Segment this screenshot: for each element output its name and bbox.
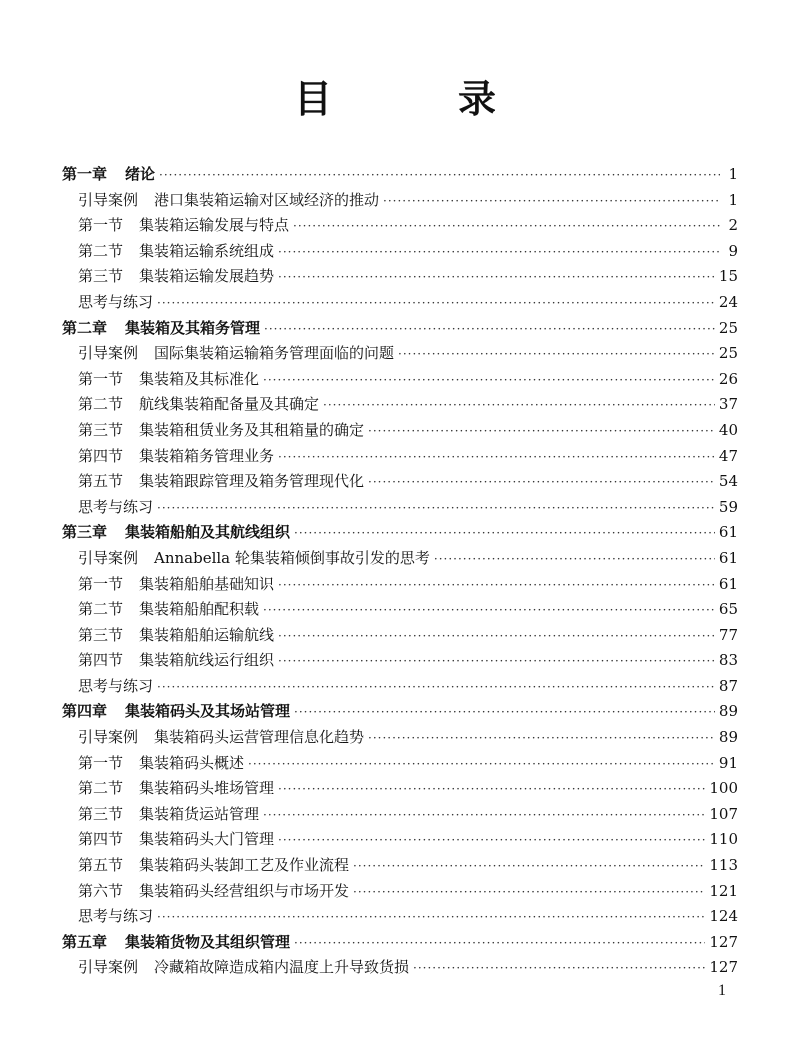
toc-entry-row[interactable] — [62, 597, 738, 623]
toc-page-number: 127 — [709, 932, 738, 951]
dot-leader — [368, 470, 715, 496]
toc-entry-row[interactable] — [62, 495, 738, 521]
toc-page-number: 25 — [718, 318, 738, 337]
toc-page-number: 110 — [709, 830, 738, 849]
toc-entry-title: 集装箱航线运行组织 — [139, 651, 275, 670]
toc-entry-row[interactable] — [62, 572, 738, 598]
toc-page-number: 26 — [718, 369, 738, 388]
toc-page-number: 121 — [709, 881, 738, 900]
toc-page-number: 61 — [718, 523, 738, 542]
toc-entry-row[interactable] — [62, 418, 738, 444]
toc-entry-label — [78, 239, 274, 265]
toc-entry-row[interactable] — [62, 725, 738, 751]
toc-entry-number: 第四节 — [78, 651, 124, 670]
toc-entry-label — [78, 213, 289, 239]
dot-leader — [157, 496, 715, 522]
toc-entry-label — [78, 188, 379, 214]
toc-page-number: 87 — [718, 676, 738, 695]
toc-entry-title: 集装箱船舶基础知识 — [139, 574, 275, 593]
toc-entry-row[interactable] — [62, 469, 738, 495]
toc-entry-number: 第四节 — [78, 446, 124, 465]
toc-page-number: 113 — [709, 856, 738, 875]
toc-page-number: 77 — [718, 625, 738, 644]
toc-page-number: 54 — [718, 472, 738, 491]
toc-entry-number: 第一章 — [62, 165, 108, 183]
toc-entry-title: 集装箱跟踪管理及箱务管理现代化 — [139, 472, 365, 491]
toc-entry-number: 第三节 — [78, 804, 124, 823]
dot-leader — [278, 777, 705, 803]
toc-entry-number: 第二章 — [62, 318, 108, 337]
dot-leader — [157, 675, 715, 701]
toc-entry-label — [78, 572, 274, 598]
toc-entry-number: 第二节 — [78, 241, 124, 260]
toc-entry-row[interactable] — [62, 776, 738, 802]
toc-entry-label — [78, 495, 153, 521]
dot-leader — [263, 803, 705, 829]
dot-leader — [278, 649, 715, 675]
toc-entry-title: 集装箱货运站管理 — [139, 804, 260, 823]
toc-entry-number: 引导案例 — [78, 958, 139, 977]
toc-entry-number: 第一节 — [78, 369, 124, 388]
toc-entry-label — [78, 853, 349, 879]
toc-entry-title: 集装箱码头堆场管理 — [139, 779, 275, 798]
toc-entry-label — [78, 751, 244, 777]
dot-leader — [278, 828, 705, 854]
toc-entry-title: 集装箱船舶配积载 — [139, 600, 260, 619]
dot-leader — [294, 521, 715, 547]
toc-entry-number: 思考与练习 — [78, 676, 154, 695]
toc-entry-title: 集装箱船舶及其航线组织 — [125, 523, 291, 542]
toc-entry-row[interactable] — [62, 341, 738, 367]
toc-page-number: 127 — [709, 958, 738, 977]
dot-leader — [293, 214, 720, 240]
toc-entry-title: 港口集装箱运输对区域经济的推动 — [154, 190, 380, 209]
dot-leader — [323, 393, 715, 419]
toc-entry-title: 集装箱码头大门管理 — [139, 830, 275, 849]
dot-leader — [383, 189, 720, 215]
dot-leader — [248, 752, 715, 778]
toc-entry-row[interactable] — [62, 623, 738, 649]
toc-entry-label — [78, 341, 394, 367]
toc-entry-row[interactable] — [62, 367, 738, 393]
dot-leader — [353, 854, 705, 880]
toc-entry-label — [62, 316, 260, 342]
dot-leader — [434, 547, 715, 573]
toc-page-number: 2 — [728, 216, 738, 235]
toc-entry-row[interactable] — [62, 239, 738, 265]
toc-page-number: 65 — [718, 600, 738, 619]
toc-entry-title: 绪论 — [125, 165, 156, 183]
toc-entry-label — [62, 699, 290, 725]
toc-entry-label — [78, 623, 274, 649]
toc-page-number: 1 — [728, 165, 738, 183]
toc-entry-number: 第五章 — [62, 932, 108, 951]
toc-entry-title: 集装箱及其箱务管理 — [125, 318, 261, 337]
toc-entry-title: 集装箱运输发展趋势 — [139, 267, 275, 286]
dot-leader — [264, 317, 715, 343]
toc-page-number: 15 — [718, 267, 738, 286]
page-title: 目 录 — [293, 76, 540, 121]
toc-entry-number: 引导案例 — [78, 190, 139, 209]
toc-entry-title: 集装箱船舶运输航线 — [139, 625, 275, 644]
toc-entry-title: 集装箱码头及其场站管理 — [125, 702, 291, 721]
toc-entry-title: 集装箱箱务管理业务 — [139, 446, 275, 465]
toc-entry-label — [78, 648, 274, 674]
toc-entry-title: 集装箱货物及其组织管理 — [125, 932, 291, 951]
toc-page-number: 100 — [709, 779, 738, 798]
dot-leader — [413, 956, 705, 982]
toc-entry-row[interactable] — [62, 392, 738, 418]
toc-page-number: 124 — [709, 907, 738, 926]
toc-entry-row[interactable] — [62, 853, 738, 879]
toc-page-number: 59 — [718, 497, 738, 516]
toc-page-number: 89 — [718, 702, 738, 721]
dot-leader — [278, 573, 715, 599]
toc-entry-title: 国际集装箱运输箱务管理面临的问题 — [154, 344, 395, 363]
toc-entry-number: 第三节 — [78, 420, 124, 439]
dot-leader — [368, 419, 715, 445]
toc-entry-number: 第四节 — [78, 830, 124, 849]
toc-entry-title: 集装箱码头经营组织与市场开发 — [139, 881, 350, 900]
toc-entry-number: 思考与练习 — [78, 292, 154, 311]
toc-entry-number: 第三节 — [78, 625, 124, 644]
toc-entry-title: 集装箱码头装卸工艺及作业流程 — [139, 856, 350, 875]
toc-page-number: 40 — [718, 420, 738, 439]
toc-entry-title: 集装箱及其标准化 — [139, 369, 260, 388]
toc-page-number: 47 — [718, 446, 738, 465]
toc-entry-label — [78, 674, 153, 700]
dot-leader — [278, 445, 715, 471]
dot-leader — [278, 240, 720, 266]
dot-leader — [398, 342, 715, 368]
toc-entry-title: 集装箱运输系统组成 — [139, 241, 275, 260]
toc-page-number: 25 — [718, 344, 738, 363]
toc-entry-number: 第五节 — [78, 856, 124, 875]
toc-entry-label — [78, 827, 274, 853]
toc-entry-row[interactable] — [62, 213, 738, 239]
toc-entry-label — [78, 725, 364, 751]
toc-entry-row[interactable] — [62, 546, 738, 572]
toc-entry-title: 集装箱码头概述 — [139, 753, 245, 772]
toc-entry-title: Annabella 轮集装箱倾倒事故引发的思考 — [154, 548, 430, 567]
toc-entry-row[interactable] — [62, 648, 738, 674]
toc-entry-row[interactable] — [62, 751, 738, 777]
toc-entry-row[interactable] — [62, 904, 738, 930]
toc-entry-number: 引导案例 — [78, 548, 139, 567]
dot-leader — [294, 700, 715, 726]
toc-entry-row[interactable] — [62, 827, 738, 853]
toc-entry-label — [78, 597, 259, 623]
toc-entry-number: 第三章 — [62, 523, 108, 542]
toc-chapter-row[interactable] — [62, 699, 738, 725]
toc-entry-label — [78, 367, 259, 393]
page-number: 1 — [718, 982, 726, 999]
toc-entry-title: 集装箱码头运营管理信息化趋势 — [154, 728, 365, 747]
toc-page-number: 9 — [728, 241, 738, 260]
toc-entry-label — [62, 162, 155, 188]
toc-entry-row[interactable] — [62, 674, 738, 700]
toc-entry-number: 第一节 — [78, 216, 124, 235]
toc-entry-label — [78, 955, 409, 981]
toc-entry-number: 第五节 — [78, 472, 124, 491]
toc-page-number: 89 — [718, 728, 738, 747]
toc-entry-label — [78, 444, 274, 470]
toc-entry-number: 第一节 — [78, 753, 124, 772]
dot-leader — [159, 163, 720, 189]
toc-page-number: 91 — [718, 753, 738, 772]
toc-entry-number: 第三节 — [78, 267, 124, 286]
toc-entry-label — [78, 290, 153, 316]
toc-entry-row[interactable] — [62, 188, 738, 214]
toc-page-number: 61 — [718, 574, 738, 593]
toc-entry-row[interactable] — [62, 955, 738, 981]
toc-entry-number: 第一节 — [78, 574, 124, 593]
toc-entry-row[interactable] — [62, 802, 738, 828]
toc-entry-number: 引导案例 — [78, 728, 139, 747]
toc-entry-title: 集装箱租赁业务及其租箱量的确定 — [139, 420, 365, 439]
toc-chapter-row[interactable] — [62, 930, 738, 956]
dot-leader — [278, 265, 715, 291]
dot-leader — [157, 291, 715, 317]
dot-leader — [353, 880, 705, 906]
toc-entry-row[interactable] — [62, 879, 738, 905]
toc-entry-number: 思考与练习 — [78, 907, 154, 926]
toc-chapter-row[interactable] — [62, 316, 738, 342]
toc-entry-label — [78, 802, 259, 828]
toc-entry-title: 冷藏箱故障造成箱内温度上升导致货损 — [154, 958, 410, 977]
toc-entry-label — [62, 930, 290, 956]
toc-chapter-row[interactable] — [62, 520, 738, 546]
toc-page-number: 107 — [709, 804, 738, 823]
dot-leader — [368, 726, 715, 752]
toc-entry-label — [78, 904, 153, 930]
toc-entry-title: 航线集装箱配备量及其确定 — [139, 395, 320, 414]
toc-entry-number: 第二节 — [78, 600, 124, 619]
toc-entry-row[interactable] — [62, 290, 738, 316]
toc-entry-label — [78, 469, 364, 495]
toc-page-number: 37 — [718, 395, 738, 414]
toc-entry-label — [78, 879, 349, 905]
toc-entry-number: 思考与练习 — [78, 497, 154, 516]
dot-leader — [294, 931, 705, 957]
dot-leader — [263, 598, 715, 624]
toc-entry-number: 第二节 — [78, 779, 124, 798]
toc-entry-label — [62, 520, 290, 546]
toc-page-number: 83 — [718, 651, 738, 670]
toc-entry-label — [78, 776, 274, 802]
toc-entry-row[interactable] — [62, 264, 738, 290]
toc-entry-label — [78, 418, 364, 444]
toc-chapter-row[interactable] — [62, 162, 738, 188]
toc-entry-number: 第四章 — [62, 702, 108, 721]
toc-entry-number: 第二节 — [78, 395, 124, 414]
toc-entry-number: 引导案例 — [78, 344, 139, 363]
dot-leader — [263, 368, 715, 394]
table-of-contents — [62, 162, 738, 981]
toc-entry-label — [78, 264, 274, 290]
toc-page-number: 1 — [728, 190, 738, 209]
toc-page-number: 24 — [718, 292, 738, 311]
toc-page-number: 61 — [718, 548, 738, 567]
dot-leader — [278, 624, 715, 650]
toc-entry-number: 第六节 — [78, 881, 124, 900]
toc-entry-row[interactable] — [62, 444, 738, 470]
toc-entry-label — [78, 392, 319, 418]
toc-entry-label — [78, 546, 430, 572]
toc-entry-title: 集装箱运输发展与特点 — [139, 216, 290, 235]
dot-leader — [157, 905, 705, 931]
